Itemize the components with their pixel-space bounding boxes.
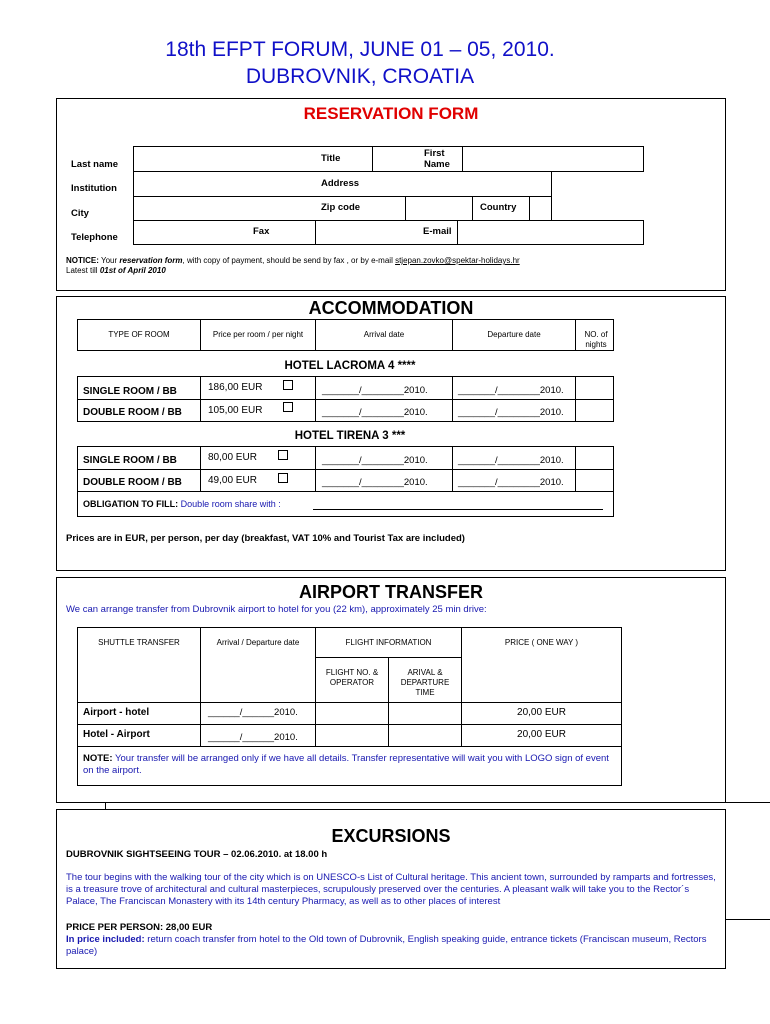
flight-no-input[interactable] bbox=[317, 726, 387, 745]
latest-text: Latest till bbox=[66, 266, 98, 275]
col-flight-no-operator: FLIGHT NO. & OPERATOR bbox=[325, 668, 379, 687]
nights-input[interactable] bbox=[577, 471, 612, 490]
obligation-row bbox=[83, 499, 281, 509]
tour-price: PRICE PER PERSON: 28,00 EUR bbox=[66, 922, 213, 933]
col-price: Price per room / per night bbox=[212, 330, 304, 339]
prices-note: Prices are in EUR, per person, per day (breakfast, VAT 10% and Tourist Tax are included) bbox=[66, 533, 465, 544]
room-type: SINGLE ROOM / BB bbox=[83, 386, 177, 397]
room-checkbox[interactable] bbox=[283, 380, 293, 390]
col-price-one-way: PRICE ( ONE WAY ) bbox=[504, 638, 579, 647]
hotel-lacroma-title: HOTEL LACROMA 4 **** bbox=[284, 360, 416, 372]
col-shuttle-transfer: SHUTTLE TRANSFER bbox=[98, 638, 180, 647]
label-fax: Fax bbox=[253, 226, 270, 237]
notice bbox=[66, 256, 716, 276]
transfer-row-label: Hotel - Airport bbox=[83, 729, 150, 740]
tour-description: The tour begins with the walking tour of the city which is on UNESCO-s List of Cultural heritage. This ancient town, surrounded by ramparts and fortresses, is a treasure trove of architectural and cultural masterpieces, scrupulously preserved over the centuries. A pleasant walk will take you to the Rector´s Palace, The Franciscan Monastery with its 14th century Pharmacy, as well as to other places of interest bbox=[66, 872, 716, 907]
label-city: City bbox=[71, 208, 89, 219]
label-title: Title bbox=[321, 153, 341, 164]
tour-title: DUBROVNIK SIGHTSEEING TOUR – 02.06.2010. at 18.00 h bbox=[66, 849, 328, 860]
col-arrival-departure-time: ARIVAL & DEPARTURE TIME bbox=[400, 668, 450, 697]
label-telephone: Telephone bbox=[71, 232, 118, 243]
latest-date: 01st of April 2010 bbox=[99, 266, 166, 275]
notice-text-b: , with copy of payment, should be send by fax , or by e-mail bbox=[182, 256, 393, 265]
tour-included-text: return coach transfer from hotel to the Old town of Dubrovnik, English speaking guide, entrance tickets (Franciscan museum, Rectors palace) bbox=[66, 934, 707, 957]
departure-date[interactable]: _______/________2010. bbox=[458, 477, 564, 488]
excursions-title: EXCURSIONS bbox=[331, 826, 451, 846]
label-email: E-mail bbox=[423, 226, 452, 237]
arrival-date[interactable]: _______/________2010. bbox=[322, 407, 428, 418]
divider-line bbox=[726, 919, 770, 920]
col-departure: Departure date bbox=[487, 330, 541, 339]
last-name-input[interactable] bbox=[135, 148, 315, 170]
transfer-row-price: 20,00 EUR bbox=[517, 729, 566, 740]
flight-time-input[interactable] bbox=[390, 704, 460, 723]
room-price: 49,00 EUR bbox=[208, 475, 257, 486]
email-input[interactable] bbox=[459, 222, 642, 243]
first-name-input[interactable] bbox=[464, 148, 642, 170]
page-title-line2: DUBROVNIK, CROATIA bbox=[245, 65, 475, 88]
transfer-note bbox=[83, 753, 613, 777]
departure-date[interactable]: _______/________2010. bbox=[458, 455, 564, 466]
room-type: SINGLE ROOM / BB bbox=[83, 455, 177, 466]
institution-input[interactable] bbox=[135, 173, 315, 195]
transfer-row-date[interactable]: ______/______2010. bbox=[208, 732, 298, 743]
label-institution: Institution bbox=[71, 183, 117, 194]
label-last-name: Last name bbox=[71, 159, 118, 170]
departure-date[interactable]: _______/________2010. bbox=[458, 385, 564, 396]
title-input[interactable] bbox=[374, 148, 461, 170]
label-zip-code: Zip code bbox=[321, 202, 361, 213]
col-arrival-departure-date: Arrival / Departure date bbox=[216, 638, 300, 647]
col-flight-information: FLIGHT INFORMATION bbox=[345, 638, 432, 647]
tour-included bbox=[66, 934, 716, 958]
accommodation-title: ACCOMMODATION bbox=[308, 298, 474, 318]
country-input[interactable] bbox=[531, 198, 550, 219]
nights-input[interactable] bbox=[577, 378, 612, 398]
arrival-date[interactable]: _______/________2010. bbox=[322, 477, 428, 488]
room-type: DOUBLE ROOM / BB bbox=[83, 477, 182, 488]
obligation-text: Double room share with : bbox=[180, 499, 281, 509]
notice-emphasis: reservation form bbox=[119, 256, 183, 265]
fax-input[interactable] bbox=[317, 222, 417, 243]
address-input[interactable] bbox=[553, 173, 642, 195]
notice-label: NOTICE: bbox=[66, 256, 99, 265]
room-checkbox[interactable] bbox=[278, 450, 288, 460]
page-title-line1: 18th EFPT FORUM, JUNE 01 – 05, 2010. bbox=[165, 38, 555, 61]
transfer-note-text: Your transfer will be arranged only if we have all details. Transfer representative will wait you with LOGO sign of event on the airport. bbox=[83, 753, 609, 776]
label-address: Address bbox=[321, 178, 360, 189]
col-arrival: Arrival date bbox=[363, 330, 405, 339]
divider-line bbox=[726, 802, 770, 803]
label-country: Country bbox=[480, 202, 517, 213]
notice-text-a: Your bbox=[100, 256, 118, 265]
room-price: 80,00 EUR bbox=[208, 452, 257, 463]
room-checkbox[interactable] bbox=[283, 402, 293, 412]
obligation-label: OBLIGATION TO FILL: bbox=[83, 499, 179, 509]
transfer-row-price: 20,00 EUR bbox=[517, 707, 566, 718]
arrival-date[interactable]: _______/________2010. bbox=[322, 455, 428, 466]
flight-time-input[interactable] bbox=[390, 726, 460, 745]
zip-code-input[interactable] bbox=[407, 198, 471, 219]
room-price: 186,00 EUR bbox=[208, 382, 263, 393]
departure-date[interactable]: _______/________2010. bbox=[458, 407, 564, 418]
telephone-input[interactable] bbox=[135, 222, 245, 243]
transfer-row-date[interactable]: ______/______2010. bbox=[208, 707, 298, 718]
tour-included-label: In price included: bbox=[66, 934, 145, 945]
room-price: 105,00 EUR bbox=[208, 405, 263, 416]
room-type: DOUBLE ROOM / BB bbox=[83, 407, 182, 418]
flight-no-input[interactable] bbox=[317, 704, 387, 723]
room-checkbox[interactable] bbox=[278, 473, 288, 483]
share-with-input[interactable] bbox=[313, 509, 603, 510]
transfer-row-label: Airport - hotel bbox=[83, 707, 150, 718]
airport-transfer-title: AIRPORT TRANSFER bbox=[299, 582, 483, 602]
hotel-tirena-title: HOTEL TIRENA 3 *** bbox=[294, 430, 406, 442]
transfer-intro: We can arrange transfer from Dubrovnik airport to hotel for you (22 km), approximately 25 min drive: bbox=[66, 604, 487, 615]
reservation-title: RESERVATION FORM bbox=[303, 104, 479, 123]
city-input[interactable] bbox=[135, 198, 315, 219]
arrival-date[interactable]: _______/________2010. bbox=[322, 385, 428, 396]
col-nights: NO. of nights bbox=[584, 330, 608, 349]
nights-input[interactable] bbox=[577, 401, 612, 420]
label-first-name: First Name bbox=[424, 148, 450, 170]
transfer-note-label: NOTE: bbox=[83, 753, 113, 764]
col-type-of-room: TYPE OF ROOM bbox=[108, 330, 170, 339]
nights-input[interactable] bbox=[577, 448, 612, 468]
notice-email-link[interactable]: stjepan.zovko@spektar-holidays.hr bbox=[395, 256, 520, 265]
